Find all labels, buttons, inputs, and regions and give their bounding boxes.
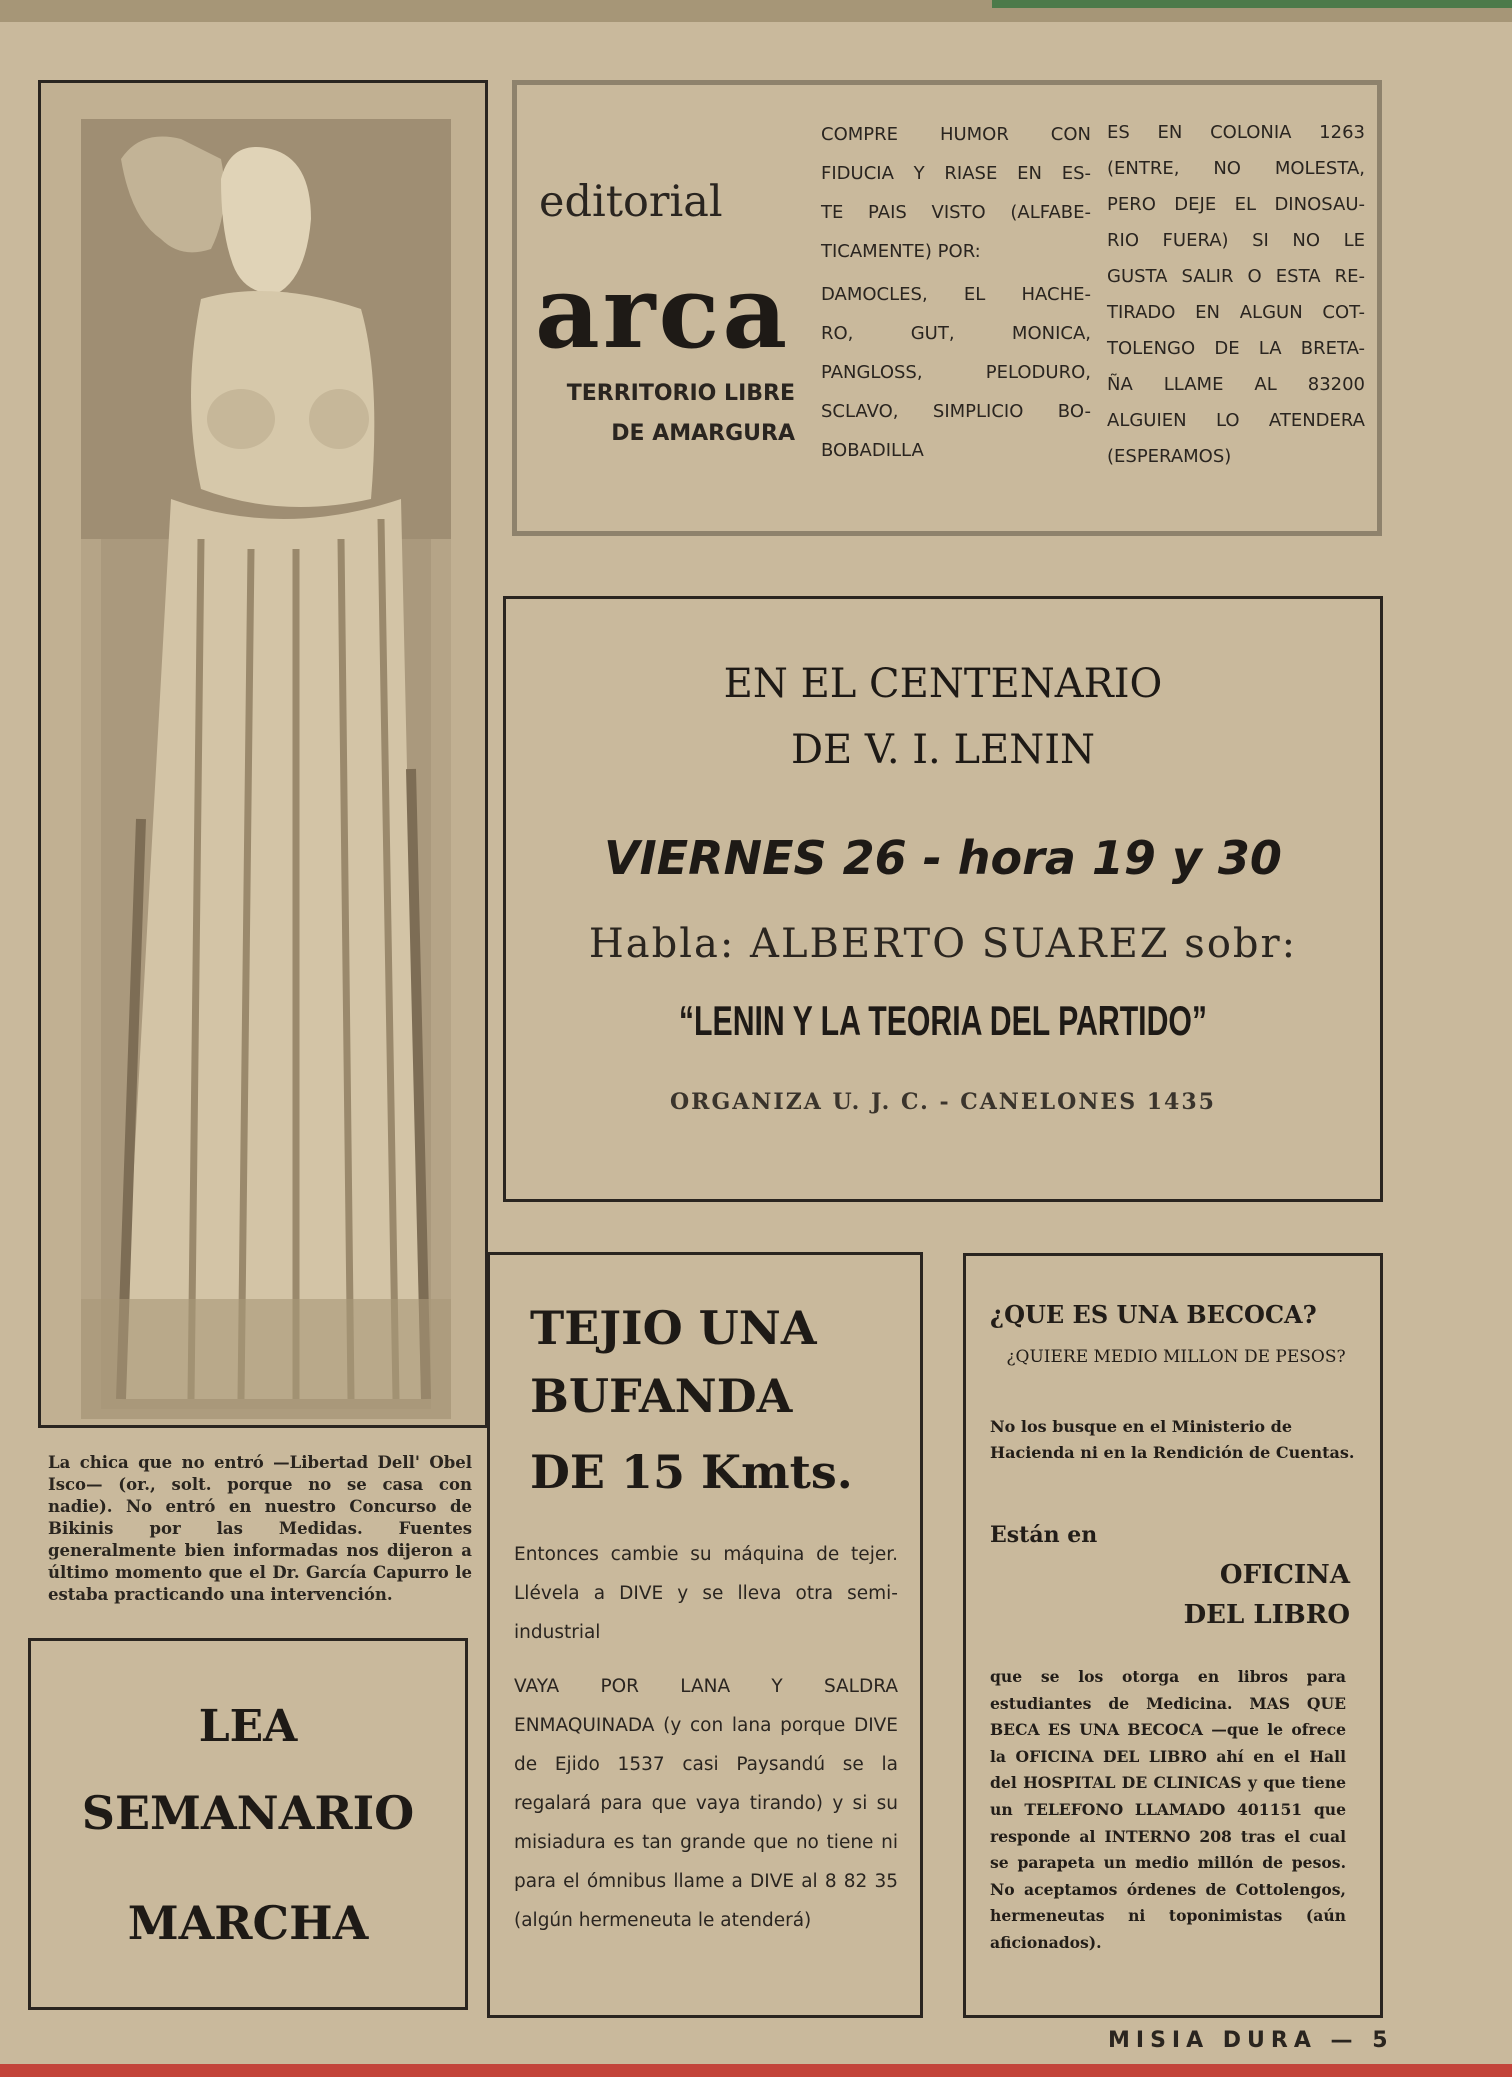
becoca-paragraph-1: No los busque en el Ministerio de Hacienda ni en la Rendición de Cuentas.: [990, 1417, 1355, 1462]
lea-marcha-ad: [28, 1638, 468, 2010]
becoca-title: ¿QUE ES UNA BECOCA?: [990, 1300, 1317, 1329]
top-edge-green: [992, 0, 1512, 8]
talk-topic: “LENIN Y LA TEORIA DEL PARTIDO”: [678, 997, 1208, 1044]
event-date: VIERNES 26 - hora 19 y 30: [604, 831, 1282, 885]
lea-word: LEA: [198, 1701, 298, 1752]
col2-line: ÑA LLAME AL 83200: [1107, 374, 1365, 395]
col2-line: ES EN COLONIA 1263: [1107, 122, 1365, 143]
col2-line: GUSTA SALIR O ESTA RE-: [1107, 266, 1365, 287]
tejio-paragraph-1: Entonces cambie su máquina de tejer. Llévela a DIVE y se lleva otra semi-industrial: [514, 1544, 898, 1643]
editorial-arca-ad: [512, 80, 1382, 536]
tejio-title-2: BUFANDA: [530, 1369, 793, 1423]
photo-frame: [38, 80, 488, 1428]
col1-line: COMPRE HUMOR CON: [821, 124, 1091, 145]
oficina-label: OFICINA: [1219, 1560, 1350, 1590]
col2-line: TIRADO EN ALGUN COT-: [1107, 302, 1365, 323]
page-footer: MISIA DURA — 5: [1108, 2028, 1394, 2053]
lenin-centenary-ad: [503, 596, 1383, 1202]
tagline-line-1: TERRITORIO LIBRE: [566, 381, 795, 406]
col1-line: FIDUCIA Y RIASE EN ES-: [821, 163, 1091, 184]
editorial-label: editorial: [539, 177, 723, 227]
col2-line: (ESPERAMOS): [1107, 446, 1232, 467]
col1-line: SCLAVO, SIMPLICIO BO-: [821, 401, 1091, 422]
centenary-line: EN EL CENTENARIO: [723, 661, 1163, 707]
tejio-title-1: TEJIO UNA: [530, 1301, 817, 1355]
tejio-title-3: DE 15 Kmts.: [530, 1445, 853, 1499]
top-edge: [0, 0, 1512, 22]
dive-tejio-ad: [487, 1252, 923, 2018]
becoca-subtitle: ¿QUIERE MEDIO MILLON DE PESOS?: [1006, 1347, 1346, 1367]
arca-column-2: [1107, 115, 1365, 475]
col1-line: RO, GUT, MONICA,: [821, 323, 1091, 344]
arca-column-1: [821, 115, 1091, 470]
col2-line: RIO FUERA) SI NO LE: [1107, 230, 1365, 251]
becoca-ad: [963, 1253, 1383, 2018]
organizer-line: ORGANIZA U. J. C. - CANELONES 1435: [670, 1089, 1216, 1115]
tejio-paragraph-2: VAYA POR LANA Y SALDRA ENMAQUINADA (y con lana porque DIVE de Ejido 1537 casi Paysandú se la regalará para que vaya tirando) y si su misiadura es tan grande que no tiene ni para el ómnibus llame a DIVE al 8 82 35 (algún hermeneuta le atenderá): [514, 1676, 898, 1931]
speaker-line: Habla: ALBERTO SUAREZ sobr:: [588, 921, 1298, 967]
col1-line: BOBADILLA: [821, 440, 924, 461]
col1-line: PANGLOSS, PELODURO,: [821, 362, 1091, 383]
col2-line: TOLENGO DE LA BRETA-: [1107, 338, 1365, 359]
marcha-word: MARCHA: [127, 1896, 369, 1950]
statue-photo: [81, 119, 451, 1419]
col2-line: PERO DEJE EL DINOSAU-: [1107, 194, 1365, 215]
bottom-edge-red: [0, 2064, 1512, 2077]
col1-line: DAMOCLES, EL HACHE-: [821, 284, 1091, 305]
col2-line: (ENTRE, NO MOLESTA,: [1107, 158, 1365, 179]
estan-en-label: Están en: [990, 1522, 1098, 1548]
col1-line: TE PAIS VISTO (ALFABE-: [821, 202, 1091, 223]
tagline-line-2: DE AMARGURA: [611, 421, 795, 446]
lenin-name-line: DE V. I. LENIN: [790, 727, 1096, 773]
col2-line: ALGUIEN LO ATENDERA: [1107, 410, 1365, 431]
arca-logo: arca: [535, 253, 791, 371]
del-libro-label: DEL LIBRO: [1183, 1600, 1350, 1630]
becoca-paragraph-2: que se los otorga en libros para estudiantes de Medicina. MAS QUE BECA ES UNA BECOCA —que le ofrece la OFICINA DEL LIBRO ahí en el Hall del HOSPITAL DE CLINICAS y que tiene un TELEFONO LLAMADO 401151 que responde al INTERNO 208 tras el cual se parapeta un medio millón de pesos. No aceptamos órdenes de Cottolengos, hermeneutas ni toponimistas (aún aficionados).: [990, 1667, 1346, 1952]
col1-line: TICAMENTE) POR:: [821, 241, 981, 262]
photo-caption: La chica que no entró —Libertad Dell' Obel Isco— (or., solt. porque no se casa con nadie). No entró en nuestro Concurso de Bikinis por las Medidas. Fuentes generalmente bien informadas nos dijeron a último momento que el Dr. García Capurro le estaba practicando una intervención.: [48, 1453, 472, 1604]
semanario-word: SEMANARIO: [81, 1786, 415, 1840]
